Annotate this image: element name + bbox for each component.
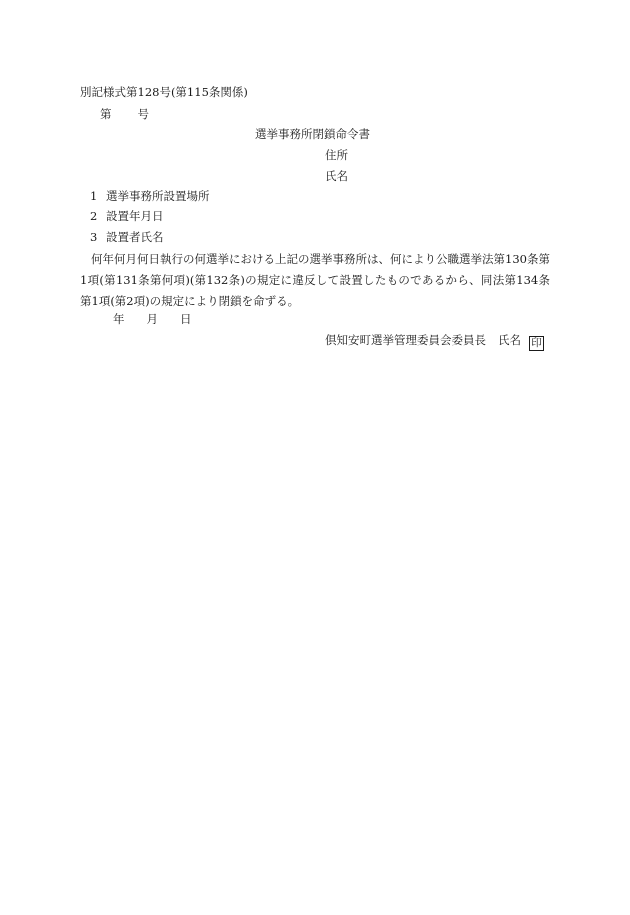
signer-line	[325, 332, 544, 351]
item-label: 設置年月日	[106, 209, 164, 223]
item-number: 2	[90, 209, 98, 223]
signer-title: 倶知安町選挙管理委員会委員長	[325, 333, 486, 347]
document-number	[100, 106, 149, 122]
seal-icon: 印	[529, 336, 544, 351]
list-item	[90, 208, 164, 224]
list-item	[90, 229, 164, 245]
number-prefix: 第	[100, 107, 112, 121]
form-reference: 別記様式第128号(第115条関係)	[80, 85, 248, 99]
item-label: 選挙事務所設置場所	[106, 189, 210, 203]
date-year: 年	[113, 312, 125, 326]
number-suffix: 号	[137, 107, 149, 121]
list-item	[90, 188, 210, 204]
document-title: 選挙事務所閉鎖命令書	[255, 127, 370, 141]
date-line	[113, 311, 192, 327]
date-month: 月	[146, 312, 158, 326]
body-paragraph: 何年何月何日執行の何選挙における上記の選挙事務所は、何により公職選挙法第130条第1項(第131条第何項)(第132条)の規定に違反して設置したものであるから、同法第134条第1項(第2項)の規定により閉鎖を命ずる。	[80, 252, 550, 308]
signer-name-label: 氏名	[498, 333, 521, 347]
item-number: 1	[90, 189, 98, 203]
address-label: 住所	[325, 148, 348, 162]
date-day: 日	[180, 312, 192, 326]
item-number: 3	[90, 230, 98, 244]
name-label: 氏名	[325, 169, 348, 183]
item-label: 設置者氏名	[106, 230, 164, 244]
